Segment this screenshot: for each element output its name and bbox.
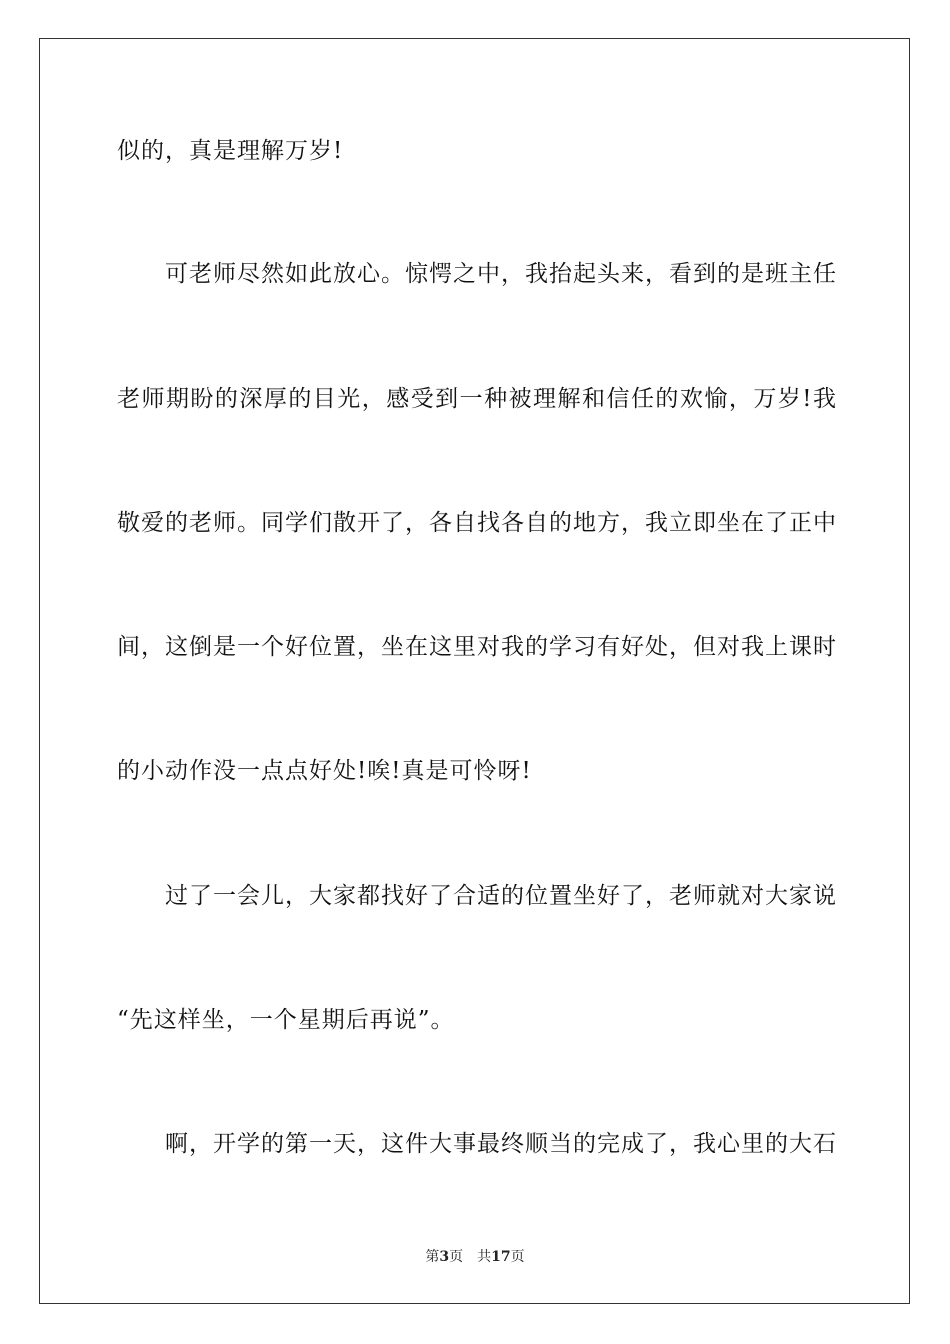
text-line-1: 似的，真是理解万岁!	[117, 138, 344, 164]
text-line-3: 老师期盼的深厚的目光，感受到一种被理解和信任的欢愉，万岁!我	[117, 386, 837, 412]
text-line-2: 可老师尽然如此放心。惊愕之中，我抬起头来，看到的是班主任	[165, 261, 837, 287]
text-line-4: 敬爱的老师。同学们散开了，各自找各自的地方，我立即坐在了正中	[117, 510, 837, 536]
text-line-5: 间，这倒是一个好位置，坐在这里对我的学习有好处，但对我上课时	[117, 634, 837, 660]
total-pages-label: 共17页	[477, 1249, 525, 1265]
text-line-8: “先这样坐，一个星期后再说”。	[117, 1007, 455, 1033]
page-border	[39, 38, 910, 1304]
page-number-label: 第3页	[425, 1249, 464, 1265]
text-line-7: 过了一会儿，大家都找好了合适的位置坐好了，老师就对大家说	[165, 883, 837, 909]
text-line-9: 啊，开学的第一天，这件大事最终顺当的完成了，我心里的大石	[165, 1131, 837, 1157]
page-footer	[0, 1248, 950, 1266]
text-line-6: 的小动作没一点点好处!唉!真是可怜呀!	[117, 758, 532, 784]
